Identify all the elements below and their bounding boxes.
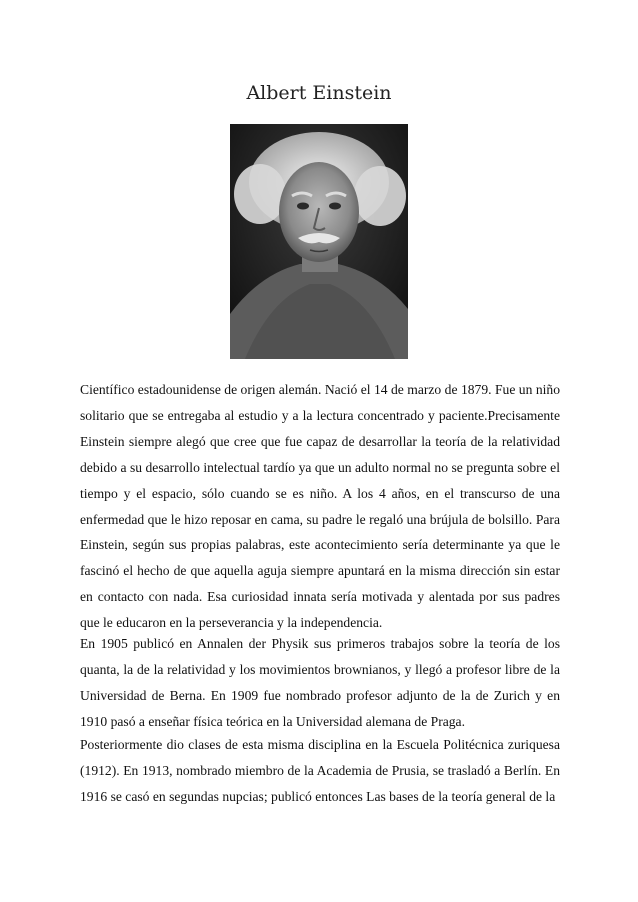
paragraph-career: En 1905 publicó en Annalen der Physik sus primeros trabajos sobre la teoría de los quanta, la de la relatividad y los movimientos brownianos, y llegó a profesor libre de la Universidad de Berna. En 1909 fue nombrado profesor adjunto de la de Zurich y en 1910 pasó a enseñar física teórica en la Universidad alemana de Praga.	[80, 636, 560, 729]
portrait-photo	[230, 124, 408, 359]
paragraph-biography: Científico estadounidense de origen alemán. Nació el 14 de marzo de 1879. Fue un niño solitario que se entregaba al estudio y a la lectura concentrado y paciente.Precisamente Einstein siempre alegó que cree que fue capaz de desarrollar la teoría de la relatividad debido a su desarrollo intelectual tardío ya que un adulto normal no se pregunta sobre el tiempo y el espacio, sólo cuando se es niño. A los 4 años, en el transcurso de una enfermedad que le hizo reposar en cama, su padre le regaló una brújula de bolsillo. Para Einstein, según sus propias palabras, este acontecimiento sería determinante ya que le fascinó el hecho de que aquella aguja siempre apuntará en la misma dirección sin estar en contacto con nada. Esa curiosidad innata sería motivada y alentada por sus padres que le educaron en la perseverancia y la independencia.	[80, 382, 560, 631]
document-title: Albert Einstein	[246, 82, 392, 104]
portrait-illustration	[230, 124, 408, 359]
paragraph-later-career: Posteriormente dio clases de esta misma disciplina en la Escuela Politécnica zuriquesa (1912). En 1913, nombrado miembro de la Academia de Prusia, se trasladó a Berlín. En 1916 se casó en segundas nupcias; publicó entonces Las bases de la teoría general de la	[80, 737, 560, 804]
